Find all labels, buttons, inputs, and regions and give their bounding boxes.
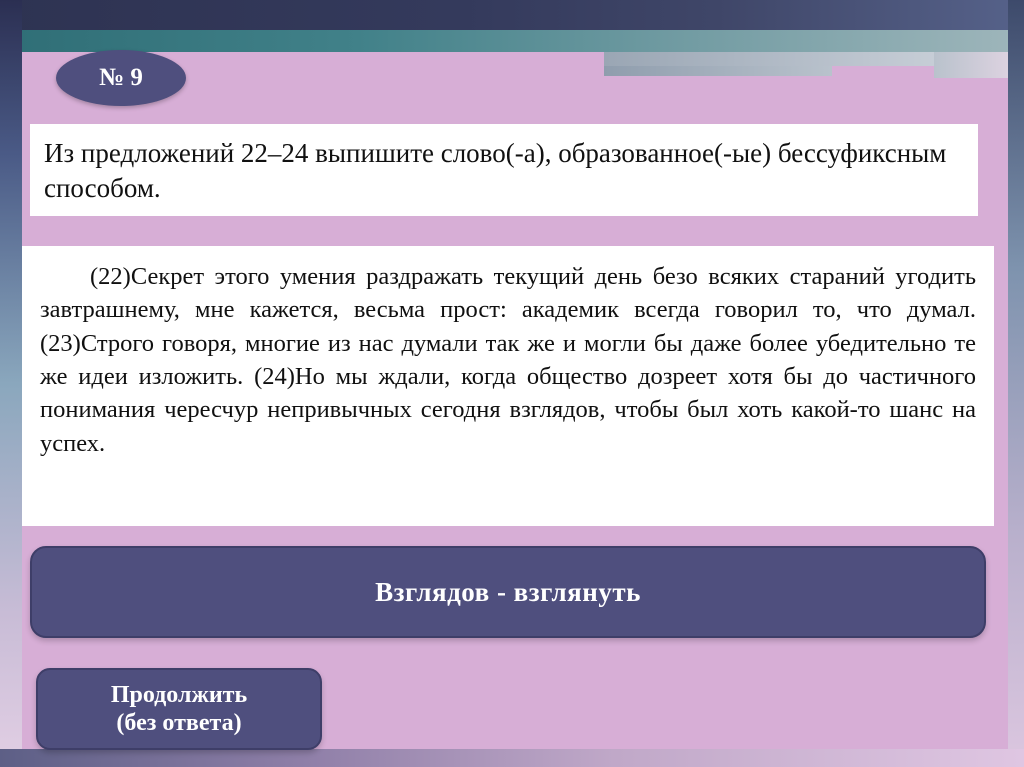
question-text: Из предложений 22–24 выпишите слово(-а), образованное(-ые) бессуфиксным способом. <box>30 124 978 216</box>
answer-bar: Взглядов - взглянуть <box>30 546 986 638</box>
top-bar-teal <box>0 30 1024 52</box>
continue-button[interactable] <box>36 668 322 750</box>
right-border-strip <box>1008 0 1024 767</box>
passage-panel <box>22 246 994 526</box>
top-bar-dark <box>0 0 1024 30</box>
continue-button-label-line1: Продолжить <box>110 681 248 708</box>
task-number-badge: № 9 <box>56 50 186 106</box>
left-border-strip <box>0 0 22 767</box>
top-accent-bar-3 <box>934 52 1008 78</box>
top-accent-bar-1 <box>604 52 934 66</box>
passage-text: (22)Секрет этого умения раздражать текущий день безо всяких стараний угодить завтрашнему, мне кажется, весьма прост: академик всегда говорил то, что думал. (23)Строго говоря, многие из нас думали так же и могли бы даже более убедительно те же идеи изложить. (24)Но мы ждали, когда общество дозреет хотя бы до частичного понимания чересчур непривычных сегодня взглядов, чтобы был хоть какой-то шанс на успех. <box>40 263 976 457</box>
top-accent-bar-2 <box>604 66 832 76</box>
continue-button-label-line2: (без ответа) <box>116 710 242 736</box>
bottom-border-strip <box>0 749 1024 767</box>
